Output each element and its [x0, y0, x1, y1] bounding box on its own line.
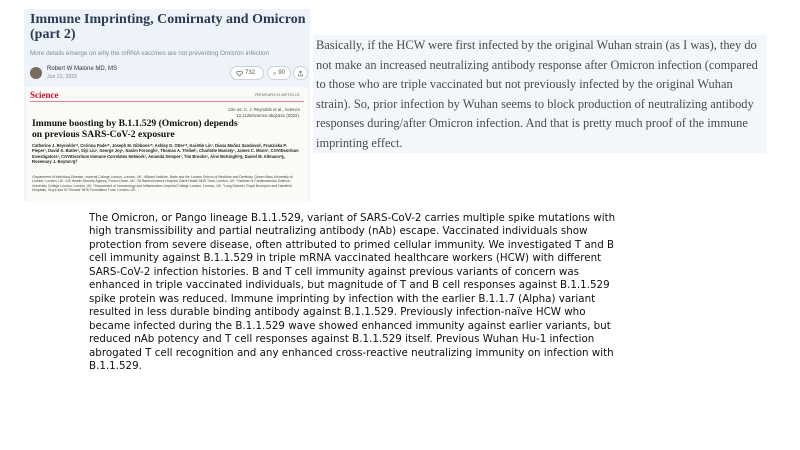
post-date: Jun 22, 2022 [47, 74, 77, 80]
heart-icon [236, 70, 243, 77]
section-tag: RESEARCH ARTICLE [255, 92, 300, 97]
quote-text: Basically, if the HCW were first infected by the original Wuhan strain (as I was), they do not make an increased neutralizing antibody response after Omicron infection (compared to those who are triple vaccinated but not previously infected by the original Wuhan strain). So, prior infection by Wuhan seems to block production of neutralizing antibody responses during/after Omicron infection. And that is pretty much proof of the immune imprinting effect. [316, 38, 758, 150]
post-title: Immune Imprinting, Comirnaty and Omicron (part 2) [30, 12, 306, 42]
share-button[interactable] [293, 66, 308, 80]
comment-icon [273, 70, 276, 77]
paper-citation: Cite as: C. J. Reynolds et al., Science 10.1126/science.abq1841 (2022). [228, 107, 300, 118]
quote-box [313, 35, 767, 153]
post-subtitle: More details emerge on why the mRNA vaccines are not preventing Omicron infection [30, 50, 270, 57]
abstract-text: The Omicron, or Pango lineage B.1.1.529, variant of SARS-CoV-2 carries multiple spike mutations with high transmissibility and partial neutralizing antibody (nAb) escape. Vaccinated individuals show protection from severe disease, often attributed to primed cellular immunity. We investigated T and B cell immunity against B.1.1.529 in triple mRNA vaccinated healthcare workers (HCW) with different SARS-CoV-2 infection histories. B and T cell immunity against previous variants of concern was enhanced in triple vaccinated individuals, but magnitude of T and B cell responses against B.1.1.529 spike protein was reduced. Immune imprinting by infection with the earlier B.1.1.7 (Alpha) variant resulted in less durable binding antibody against B.1.1.529. Previously infection-naïve HCW who became infected during the B.1.1.529 wave showed enhanced immunity against earlier variants, but reduced nAb potency and T cell responses against B.1.1.529 itself. Previous Wuhan Hu-1 infection abrogated T cell recognition and any enhanced cross-reactive neutralizing immunity on infection with B.1.1.529. [89, 212, 616, 372]
paper-excerpt [26, 87, 308, 201]
like-button[interactable] [230, 66, 264, 80]
paper-affiliations: ¹Department of Infectious Disease, Imperial College London, London, UK. ²Blizard Institute, Barts and the London School of Medicine and Dentistry, Queen Mary University of London, London, UK. ³UK Health Security Agency, Porton Down, UK. ⁴St Bartholomew's Hospital, Barts Health NHS Trust, London, UK. ⁵Institute of Cardiovascular Science, University College London, London, UK. ⁶Department of Immunology and Inflammation, Imperial College London, London, UK. ⁷Lung Division, Royal Brompton and Harefield Hospitals, Guy's and St Thomas' NHS Foundation Trust, London, UK. [32, 175, 293, 192]
paper-authors: Catherine J. Reynolds¹*, Corinna Pade¹*, Joseph M. Gibbons¹*, Ashley D. Otter¹*, Kai-Min Lin¹, Diana Muñoz Sandoval¹, Franziska P. Pieper¹, David K. Butler¹, Siyi Liu¹, George Joy¹, Nasim Forooghi¹, Thomas A. Treibel¹, Charlotte Manisty¹, James C. Moon¹, COVIDsortium Investigators¹, COVIDsortium Immune Correlates Network¹, Amanda Semper¹, Tim Brooks¹, Áine McKnight¹§, Daniel M. Altmann¹§, Rosemary J. Boyton¹§† [32, 143, 299, 165]
author-name: Robert W Malone MD, MS [47, 66, 118, 72]
paper-title: Immune boosting by B.1.1.529 (Omicron) depends on previous SARS-CoV-2 exposure [32, 118, 238, 140]
author-row [30, 65, 304, 83]
comments-button[interactable] [267, 66, 291, 80]
share-icon [297, 70, 304, 77]
post-screenshot [24, 9, 310, 201]
like-count: 732 [245, 70, 256, 76]
avatar [30, 67, 42, 79]
divider [30, 101, 304, 102]
journal-logo: Science [30, 90, 59, 100]
comment-count: 90 [278, 70, 285, 76]
